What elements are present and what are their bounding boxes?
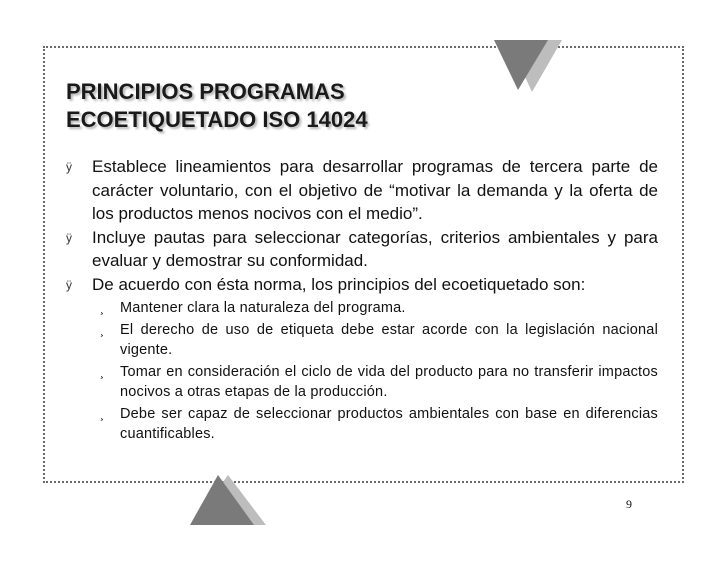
slide-body — [66, 155, 658, 446]
up-triangle-decoration-icon — [188, 473, 268, 527]
title-line-2: ECOETIQUETADO ISO 14024 — [66, 107, 368, 132]
bullet-marker: ÿ — [66, 230, 72, 245]
title-line-1: PRINCIPIOS PROGRAMAS — [66, 79, 345, 104]
bullet-text: Establece lineamientos para desarrollar programas de tercera parte de carácter voluntario, con el objetivo de “motivar la demanda y la oferta de los productos menos nocivos con el medio”. — [92, 157, 658, 223]
sub-bullet-item — [92, 404, 658, 445]
slide-title — [66, 78, 626, 134]
sub-bullet-text: Debe ser capaz de seleccionar productos ambientales con base en diferencias cuantificables. — [120, 405, 658, 442]
bullet-marker: ÿ — [66, 277, 72, 292]
bullet-item — [66, 155, 658, 226]
sub-bullet-text: El derecho de uso de etiqueta debe estar acorde con la legislación nacional vigente. — [120, 321, 658, 358]
bullet-item — [66, 226, 658, 273]
bullet-text: De acuerdo con ésta norma, los principios del ecoetiquetado son: — [92, 274, 586, 294]
sub-bullet-item — [92, 320, 658, 361]
bullet-text: Incluye pautas para seleccionar categorías, criterios ambientales y para evaluar y demostrar su conformidad. — [92, 227, 658, 270]
sub-bullet-item — [92, 362, 658, 403]
bullet-item — [66, 273, 658, 297]
sub-bullet-text: Tomar en consideración el ciclo de vida del producto para no transferir impactos nocivos a otras etapas de la producción. — [120, 363, 658, 400]
bullet-marker: ÿ — [66, 160, 72, 174]
sub-bullet-list — [92, 298, 658, 445]
sub-bullet-marker: ¸ — [100, 301, 104, 315]
sub-bullet-text: Mantener clara la naturaleza del programa. — [120, 300, 406, 316]
page-number: 9 — [626, 497, 632, 511]
sub-bullet-item — [92, 298, 658, 319]
sub-bullet-marker: ¸ — [100, 364, 104, 379]
sub-bullet-marker: ¸ — [100, 322, 104, 337]
sub-bullet-marker: ¸ — [100, 406, 104, 421]
